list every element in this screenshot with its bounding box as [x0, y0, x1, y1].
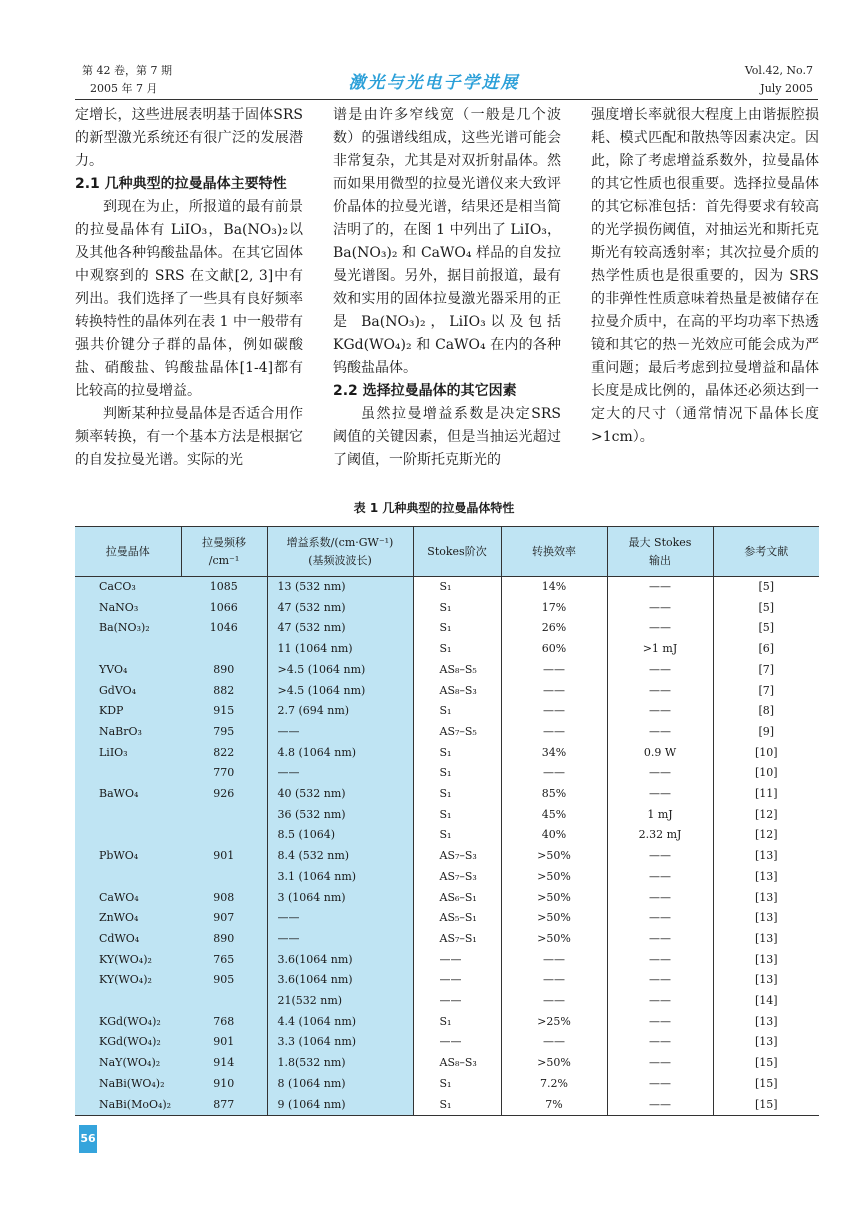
table-cell: >50% [501, 867, 607, 888]
table-cell: 40 (532 nm) [267, 784, 413, 805]
column-header: 拉曼晶体 [75, 527, 181, 577]
table-cell: 3.6(1064 nm) [267, 970, 413, 991]
table-cell: 0.9 W [607, 743, 713, 764]
table-cell: [8] [758, 704, 775, 718]
table-cell: —— [501, 763, 607, 784]
table-cell: —— [607, 763, 713, 784]
table-row [75, 1095, 819, 1116]
table-cell: S₁ [413, 1074, 501, 1095]
table-row [75, 1053, 819, 1074]
table-cell: 7.2% [501, 1074, 607, 1095]
table-cell: —— [607, 660, 713, 681]
table-row [75, 1012, 819, 1033]
header-date-en: July 2005 [760, 82, 813, 95]
table-cell: NaY(WO₄)₂ [75, 1053, 181, 1074]
table-cell: —— [607, 577, 713, 598]
table-cell: [5] [758, 600, 775, 614]
table-cell: 795 [181, 722, 267, 743]
table-cell: 877 [181, 1095, 267, 1116]
header-volume-issue-en: Vol.42, No.7 [744, 64, 813, 77]
paragraph: 定增长，这些进展表明基于固体SRS 的新型激光系统还有很广泛的发展潜力。 [75, 107, 303, 169]
table-cell: AS₅–S₁ [413, 908, 501, 929]
column-header: 转换效率 [501, 527, 607, 577]
table-cell: [6] [758, 642, 775, 656]
table-cell: 47 (532 nm) [267, 598, 413, 619]
table-body [75, 577, 819, 1116]
table-row [75, 825, 819, 846]
table-cell: [13] [754, 931, 778, 945]
table-cell: [5] [758, 621, 775, 635]
raman-crystal-table [75, 526, 819, 1116]
table-cell: [7] [758, 683, 775, 697]
table-row [75, 846, 819, 867]
table-row [75, 598, 819, 619]
table-cell: 908 [181, 888, 267, 909]
column-header: 最大 Stokes 输出 [607, 527, 713, 577]
table-cell [75, 991, 181, 1012]
table-row [75, 950, 819, 971]
table-cell: S₁ [413, 1095, 501, 1116]
table-cell: 1046 [181, 618, 267, 639]
table-cell: 910 [181, 1074, 267, 1095]
table-cell: —— [607, 701, 713, 722]
table-cell: 890 [181, 929, 267, 950]
table-cell: 26% [501, 618, 607, 639]
table-row [75, 784, 819, 805]
table-cell: —— [267, 908, 413, 929]
table-cell: KY(WO₄)₂ [75, 950, 181, 971]
table-cell: —— [501, 660, 607, 681]
table-cell: 11 (1064 nm) [267, 639, 413, 660]
table-cell: —— [501, 991, 607, 1012]
header-volume-issue: 第 42 卷，第 7 期 [82, 64, 172, 77]
table-cell: [12] [754, 807, 778, 821]
table-cell [181, 867, 267, 888]
table-cell: 2.7 (694 nm) [267, 701, 413, 722]
table-cell: —— [413, 991, 501, 1012]
page-number: 56 [79, 1125, 97, 1153]
table-cell: —— [501, 681, 607, 702]
column-header: Stokes阶次 [413, 527, 501, 577]
table-cell: 85% [501, 784, 607, 805]
header-volume-info-en [745, 62, 813, 98]
table-cell: 1066 [181, 598, 267, 619]
table-row [75, 577, 819, 598]
table-cell: —— [607, 1053, 713, 1074]
table-cell: [15] [754, 1076, 778, 1090]
table-cell: —— [413, 970, 501, 991]
table-cell: [14] [754, 994, 778, 1008]
header-date: 2005 年 7 月 [90, 82, 158, 95]
table-cell: >50% [501, 888, 607, 909]
table-cell: [9] [758, 724, 775, 738]
table-cell: 8.4 (532 nm) [267, 846, 413, 867]
paragraph: 虽然拉曼增益系数是决定SRS 阈值的关键因素，但是当抽运光超过了阈值，一阶斯托克斯光的 [333, 406, 561, 468]
table-cell: 1.8(532 nm) [267, 1053, 413, 1074]
column-header: 拉曼频移 /cm⁻¹ [181, 527, 267, 577]
table-cell: [11] [754, 787, 778, 801]
table-cell: >1 mJ [607, 639, 713, 660]
table-cell: 770 [181, 763, 267, 784]
table-cell: >50% [501, 929, 607, 950]
paragraph: 到现在为止，所报道的最有前景的拉曼晶体有 LiIO₃，Ba(NO₃)₂以及其他各种钨酸盐晶体。在其它固体中观察到的 SRS 在文献[2, 3]中有列出。我们选择了一些具有良好频率转换特性的晶体列在表 1 中一般带有强共价键分子群的晶体，例如碳酸盐、硝酸盐、钨酸盐晶体[1-4]都有比较高的拉曼增益。 [75, 199, 303, 399]
table-cell: 765 [181, 950, 267, 971]
table-row [75, 908, 819, 929]
table-cell [75, 763, 181, 784]
table-cell: >50% [501, 1053, 607, 1074]
table-cell: S₁ [413, 825, 501, 846]
table-cell: 768 [181, 1012, 267, 1033]
table-cell: [10] [754, 745, 778, 759]
table-cell: —— [607, 991, 713, 1012]
table-cell [181, 639, 267, 660]
table-cell [181, 991, 267, 1012]
table-row [75, 660, 819, 681]
table-row [75, 888, 819, 909]
table-cell: AS₇–S₃ [413, 867, 501, 888]
table-cell: [13] [754, 1014, 778, 1028]
table-cell: AS₈–S₃ [413, 1053, 501, 1074]
table-cell: 905 [181, 970, 267, 991]
table-row [75, 1074, 819, 1095]
table-cell: YVO₄ [75, 660, 181, 681]
table-cell: —— [501, 970, 607, 991]
table-row [75, 867, 819, 888]
table-cell: KGd(WO₄)₂ [75, 1032, 181, 1053]
table-cell: —— [607, 888, 713, 909]
table-cell: S₁ [413, 784, 501, 805]
table-cell: —— [501, 722, 607, 743]
table-cell: 47 (532 nm) [267, 618, 413, 639]
table-cell: 34% [501, 743, 607, 764]
table-cell: —— [501, 1032, 607, 1053]
table-cell: 914 [181, 1053, 267, 1074]
table-cell: ZnWO₄ [75, 908, 181, 929]
table-cell: —— [607, 1074, 713, 1095]
table-cell: S₁ [413, 805, 501, 826]
table-cell: [13] [754, 973, 778, 987]
table-cell: 901 [181, 846, 267, 867]
table-row [75, 763, 819, 784]
table-cell: 14% [501, 577, 607, 598]
table-cell: >25% [501, 1012, 607, 1033]
table-cell: [13] [754, 911, 778, 925]
table-cell: 21(532 nm) [267, 991, 413, 1012]
table-row [75, 929, 819, 950]
table-row [75, 991, 819, 1012]
table-row [75, 722, 819, 743]
table-cell: 8 (1064 nm) [267, 1074, 413, 1095]
table-cell: —— [607, 1095, 713, 1116]
table-cell: AS₈–S₃ [413, 681, 501, 702]
table-cell: 3.6(1064 nm) [267, 950, 413, 971]
table-row [75, 1032, 819, 1053]
table-cell: —— [607, 846, 713, 867]
table-row [75, 639, 819, 660]
table-cell: 890 [181, 660, 267, 681]
table-cell: 36 (532 nm) [267, 805, 413, 826]
table-cell [75, 867, 181, 888]
table-cell: —— [607, 1012, 713, 1033]
table-cell: BaWO₄ [75, 784, 181, 805]
table-cell [181, 825, 267, 846]
table-cell: —— [607, 784, 713, 805]
table-cell: —— [607, 598, 713, 619]
table-cell: —— [607, 618, 713, 639]
table-cell: >50% [501, 846, 607, 867]
table-cell [75, 825, 181, 846]
table-cell: S₁ [413, 1012, 501, 1033]
paragraph: 判断某种拉曼晶体是否适合用作频率转换，有一个基本方法是根据它的自发拉曼光谱。实际的光 [75, 406, 303, 468]
table-cell: [13] [754, 869, 778, 883]
table-cell: [13] [754, 1035, 778, 1049]
table-row [75, 743, 819, 764]
table-cell: KY(WO₄)₂ [75, 970, 181, 991]
table-cell: 915 [181, 701, 267, 722]
table-cell: NaBi(WO₄)₂ [75, 1074, 181, 1095]
table-cell [75, 639, 181, 660]
table-cell: —— [607, 681, 713, 702]
table-cell: 907 [181, 908, 267, 929]
table-cell: S₁ [413, 618, 501, 639]
table-cell: 4.8 (1064 nm) [267, 743, 413, 764]
table-cell: >50% [501, 908, 607, 929]
table-cell: —— [413, 950, 501, 971]
table-row [75, 618, 819, 639]
text-column-1 [75, 104, 303, 472]
paragraph: 谱是由许多窄线宽（一般是几个波数）的强谱线组成，这些光谱可能会非常复杂，尤其是对双折射晶体。然而如果用微型的拉曼光谱仪来大致评价晶体的拉曼光谱，结果还是相当简洁明了的，在图 1 中列出了 LiIO₃，Ba(NO₃)₂ 和 CaWO₄ 样品的自发拉曼光谱图。另外，据目前报道，最有效和实用的固体拉曼激光器采用的正是 Ba(NO₃)₂，LiIO₃以及包括 KGd(WO₄)₂ 和 CaWO₄ 在内的各种钨酸盐晶体。 [333, 107, 561, 376]
table-cell: S₁ [413, 639, 501, 660]
table-cell: [15] [754, 1056, 778, 1070]
table-cell: [7] [758, 662, 775, 676]
table-cell: 4.4 (1064 nm) [267, 1012, 413, 1033]
table-cell: CdWO₄ [75, 929, 181, 950]
table-cell: 9 (1064 nm) [267, 1095, 413, 1116]
table-cell: 1 mJ [607, 805, 713, 826]
table-cell: S₁ [413, 701, 501, 722]
table-cell: 1085 [181, 577, 267, 598]
table-cell: AS₇–S₅ [413, 722, 501, 743]
table-cell: —— [267, 763, 413, 784]
table-cell: —— [607, 722, 713, 743]
table-cell: 901 [181, 1032, 267, 1053]
table-cell: 60% [501, 639, 607, 660]
header-rule [75, 99, 818, 100]
table-cell: —— [501, 950, 607, 971]
table-cell: AS₆–S₁ [413, 888, 501, 909]
table-cell: —— [501, 701, 607, 722]
table-cell: [13] [754, 849, 778, 863]
column-header: 增益系数/(cm·GW⁻¹) (基频波波长) [267, 527, 413, 577]
table-cell: 2.32 mJ [607, 825, 713, 846]
table-cell: Ba(NO₃)₂ [75, 618, 181, 639]
table-cell: 7% [501, 1095, 607, 1116]
table-cell: AS₇–S₁ [413, 929, 501, 950]
table-cell: KGd(WO₄)₂ [75, 1012, 181, 1033]
table-cell: NaBi(MoO₄)₂ [75, 1095, 181, 1116]
table-cell: —— [607, 908, 713, 929]
table-cell: [13] [754, 890, 778, 904]
table-cell: CaWO₄ [75, 888, 181, 909]
table-cell: 17% [501, 598, 607, 619]
table-row [75, 701, 819, 722]
table-caption: 表 1 几种典型的拉曼晶体特性 [353, 501, 515, 515]
table-cell: S₁ [413, 598, 501, 619]
table-cell: >4.5 (1064 nm) [267, 660, 413, 681]
table-cell: [15] [713, 1095, 819, 1116]
table-cell: [12] [754, 828, 778, 842]
text-column-2 [333, 104, 561, 472]
table-cell: [5] [713, 577, 819, 598]
table-cell: —— [413, 1032, 501, 1053]
table-row [75, 970, 819, 991]
table-cell: [10] [754, 766, 778, 780]
table-cell: 3.1 (1064 nm) [267, 867, 413, 888]
table-cell: NaNO₃ [75, 598, 181, 619]
table-cell: NaBrO₃ [75, 722, 181, 743]
table-cell: AS₇–S₃ [413, 846, 501, 867]
table-cell [181, 805, 267, 826]
table-cell: PbWO₄ [75, 846, 181, 867]
table-cell: S₁ [413, 763, 501, 784]
table-cell: 926 [181, 784, 267, 805]
table-cell: 40% [501, 825, 607, 846]
table-row [75, 805, 819, 826]
section-heading-2-2: 2.2 选择拉曼晶体的其它因素 [333, 383, 517, 399]
table-cell: AS₈–S₅ [413, 660, 501, 681]
table-cell: 45% [501, 805, 607, 826]
table-cell: [13] [754, 952, 778, 966]
table-cell: S₁ [413, 743, 501, 764]
table-cell: —— [607, 867, 713, 888]
table-cell: 3 (1064 nm) [267, 888, 413, 909]
table-header-row [75, 527, 819, 577]
table-cell: LiIO₃ [75, 743, 181, 764]
journal-title: 激光与光电子学进展 [348, 73, 520, 93]
text-column-3 [591, 104, 819, 449]
table-cell: —— [267, 722, 413, 743]
table-cell: GdVO₄ [75, 681, 181, 702]
table-cell: 882 [181, 681, 267, 702]
table-cell: —— [607, 970, 713, 991]
table-row [75, 681, 819, 702]
table-cell: >4.5 (1064 nm) [267, 681, 413, 702]
table-cell: 3.3 (1064 nm) [267, 1032, 413, 1053]
table-cell: —— [267, 929, 413, 950]
table-cell: —— [607, 929, 713, 950]
paragraph: 强度增长率就很大程度上由谐振腔损耗、模式匹配和散热等因素决定。因此，除了考虑增益系数外，拉曼晶体的其它性质也很重要。选择拉曼晶体的其它标准包括：首先得要求有较高的光学损伤阈值，对抽运光和斯托克斯光有较高透射率；其次拉曼介质的热学性质也是很重要的，因为 SRS 的非弹性性质意味着热量是被储存在拉曼介质中，在高的平均功率下热透镜和其它的热－光效应可能会成为严重问题；最后考虑到拉曼增益和晶体长度是成比例的，晶体还必须达到一定大的尺寸（通常情况下晶体长度>1cm）。 [591, 107, 819, 445]
table-cell: CaCO₃ [75, 577, 181, 598]
table-cell: S₁ [413, 577, 501, 598]
table-cell: —— [607, 1032, 713, 1053]
table-cell [75, 805, 181, 826]
column-header: 参考文献 [713, 527, 819, 577]
table-cell: 822 [181, 743, 267, 764]
table-cell: 13 (532 nm) [267, 577, 413, 598]
table-cell: —— [607, 950, 713, 971]
section-heading-2-1: 2.1 几种典型的拉曼晶体主要特性 [75, 176, 287, 192]
table-cell: KDP [75, 701, 181, 722]
table-cell: 8.5 (1064) [267, 825, 413, 846]
